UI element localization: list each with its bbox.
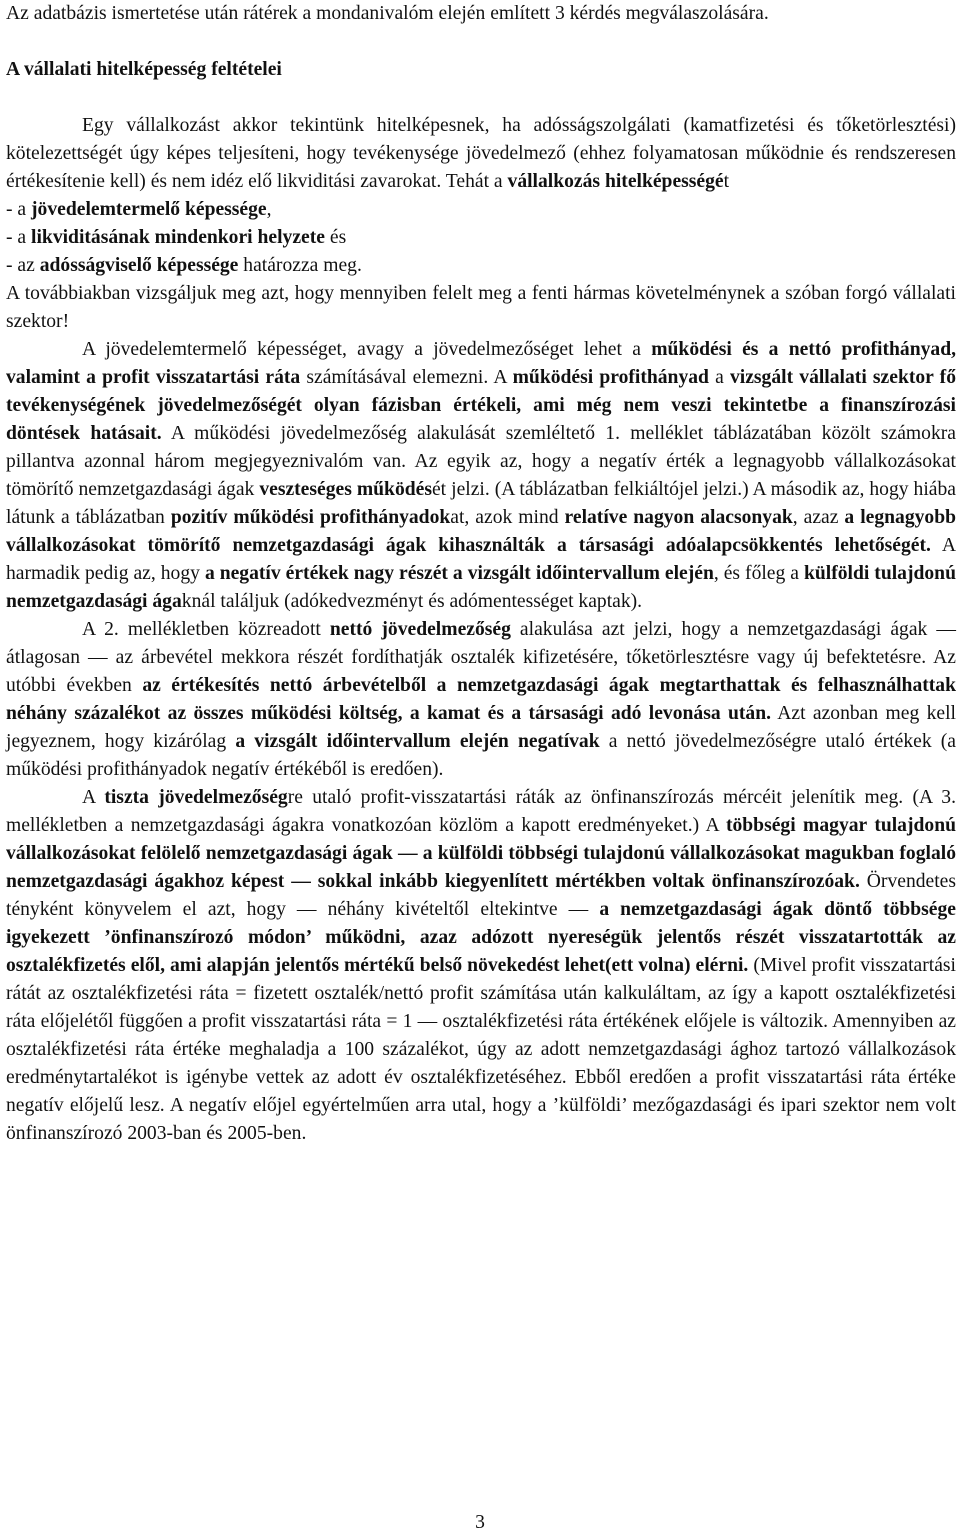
bold-run: nettó jövedelmezőség	[329, 619, 511, 640]
text-run: A működési jövedelmezőség alakulását szemléltető 1. melléklet táblázatában közölt számokra pillantva azonnal három megjegyeznivalóm van. Az egyik az, hogy a negatív érték a legnagyobb vállalkozásokat tömörítő nemzetgazdasági ágak	[6, 423, 956, 500]
bold-run: jövedelemtermelő képessége	[31, 199, 267, 220]
list-item	[6, 252, 956, 280]
bold-run: külföldi tulajdonú nemzetgazdasági ága	[6, 563, 956, 612]
section-heading: A vállalati hitelképesség feltételei	[6, 59, 282, 80]
text-run: Örvendetes tényként könyvelem el azt, hogy — néhány kivételtől eltekintve —	[6, 871, 957, 920]
bold-run: az értékesítés nettó árbevételből a nemzetgazdasági ágak megtarthattak és felhasználhattak néhány százalékot az összes működési költség, a kamat és a társasági adó levonása után.	[6, 675, 956, 724]
list-item	[6, 224, 956, 252]
intro-paragraph: Az adatbázis ismertetése után rátérek a mondanivalóm elején említett 3 kérdés megválaszolására.	[6, 3, 769, 24]
text-run: és	[324, 227, 347, 248]
text-run: A	[82, 787, 105, 808]
bold-run: tiszta jövedelmezőség	[104, 787, 288, 808]
text-run: (Mivel profit visszatartási rátát az osztalékfizetési ráta = fizetett osztalék/nettó profit számítása után kalkuláltam, az így a kapott osztalékfizetési ráta előjelétől függően a profit visszatartási ráta = 1 — osztalékfizetési ráta értékének előjele is változik. Amennyiben az osztalékfizetési ráta értéke meghaladja a 100 százalékot, úgy az adott nemzetgazdasági ághoz tartozó vállalkozások eredménytartalékot is igénybe vettek az adott év osztalékfizetéséhez. Ebből eredően a profit visszatartási ráta értéke negatív előjelű lesz. A negatív előjel egyértelműen arra utal, hogy a ’külföldi’ mezőgazdasági és ipari szektor nem volt önfinanszírozó 2003-ban és 2005-ben.	[6, 955, 956, 1144]
text-run: a	[708, 367, 730, 388]
paragraph-retention-rate	[6, 784, 956, 1148]
list-item	[6, 196, 956, 224]
paragraph-requirements: A továbbiakban vizsgáljuk meg azt, hogy mennyiben felelt meg a fenti hármas követelménynek a szóban forgó vállalati szektor!	[6, 283, 956, 332]
bold-run: likviditásának mindenkori helyzete	[31, 227, 325, 248]
text-run: A 2. mellékletben közreadott	[82, 619, 330, 640]
spacer	[6, 28, 956, 56]
bold-run: relatíve nagyon alacsonyak	[564, 507, 793, 528]
text-run: at, azok mind	[450, 507, 565, 528]
text-run: - a	[6, 227, 32, 248]
bold-run: működési profithányad	[512, 367, 709, 388]
text-run: Azt azonban meg kell jegyeznem, hogy kizárólag	[6, 703, 956, 752]
page-number: 3	[475, 1512, 485, 1533]
document-page	[6, 0, 956, 1148]
text-run: - az	[6, 255, 40, 276]
bold-run: adósságviselő képessége	[39, 255, 239, 276]
text-run: ,	[266, 199, 272, 220]
text-run: A jövedelemtermelő képességet, avagy a jövedelmezőséget lehet a	[82, 339, 652, 360]
text-run: ét jelzi. (A táblázatban felkiáltójel jelzi.) A második az, hogy hiába látunk a táblázatban	[6, 479, 956, 528]
text-run: a nettó jövedelmezőségre utaló értékek (a működési profithányadok negatív értékéből is eredően).	[6, 731, 957, 780]
text-run: t	[723, 171, 730, 192]
paragraph-creditworthiness	[6, 112, 956, 196]
text-run: , azaz	[792, 507, 845, 528]
bold-run: működési és a nettó profithányad, valamint a profit visszatartási ráta	[6, 339, 956, 388]
text-run: knál találjuk (adókedvezményt és adómentességet kaptak).	[181, 591, 643, 612]
bold-run: pozitív működési profithányadok	[170, 507, 451, 528]
bold-run: a nemzetgazdasági ágak döntő többsége igyekezett ’önfinanszírozó módon’ működni, azaz adózott nyereségük jelentős részét visszatartották az osztalékfizetés elől, ami alapján jelentős mértékű belső növekedést lehet(ett volna) elérni.	[6, 899, 956, 976]
bold-run: a legnagyobb vállalkozásokat tömörítő nemzetgazdasági ágak kihasználták a társasági adóalapcsökkentés lehetőségét.	[6, 507, 957, 556]
text-run: alakulása azt jelzi, hogy a nemzetgazdasági ágak — átlagosan — az árbevétel mekkora részét fordíthatják osztalék kifizetésére, tőketörlesztésre vagy új befektetésre. Az utóbbi években	[6, 619, 956, 696]
paragraph-net-profitability	[6, 616, 956, 784]
bold-run: vizsgált vállalati szektor fő tevékenységének jövedelmezőségét olyan fázisban értékeli, ami még nem veszi tekintetbe a finanszírozási döntések hatásait.	[6, 367, 956, 444]
bold-run: többségi magyar tulajdonú vállalkozásokat felölelő nemzetgazdasági ágak — a külföldi többségi tulajdonú vállalkozásokat magukban foglaló nemzetgazdasági ágakhoz képest — sokkal inkább kiegyenlített mértékben voltak önfinanszírozóak.	[6, 815, 956, 892]
bold-run: a negatív értékek nagy részét a vizsgált időintervallum elején	[204, 563, 714, 584]
text-run: A harmadik pedig az, hogy	[6, 535, 956, 584]
text-run: re utaló profit-visszatartási ráták az önfinanszírozás mércéit jelenítik meg. (A 3. mellékletben a nemzetgazdasági ágakra vonatkozóan közlöm a kapott eredményeket.) A	[6, 787, 956, 836]
paragraph-operating-margin	[6, 336, 956, 616]
bold-run: veszteséges működés	[259, 479, 432, 500]
text-run: - a	[6, 199, 32, 220]
text-run: számításával elemezni. A	[300, 367, 513, 388]
spacer	[6, 84, 956, 112]
text-run: Egy vállalkozást akkor tekintünk hitelképesnek, ha adósságszolgálati (kamatfizetési és tőketörlesztési) kötelezettségét úgy képes teljesíteni, hogy tevékenysége jövedelmező (ehhez folyamatosan működnie és rendszeresen értékesítenie kell) és nem idéz elő likviditási zavarokat. Tehát a	[6, 115, 956, 192]
text-run: határozza meg.	[238, 255, 362, 276]
bold-run: vállalkozás hitelképességé	[507, 171, 724, 192]
bold-run: a vizsgált időintervallum elején negatívak	[235, 731, 600, 752]
text-run: , és főleg a	[713, 563, 804, 584]
